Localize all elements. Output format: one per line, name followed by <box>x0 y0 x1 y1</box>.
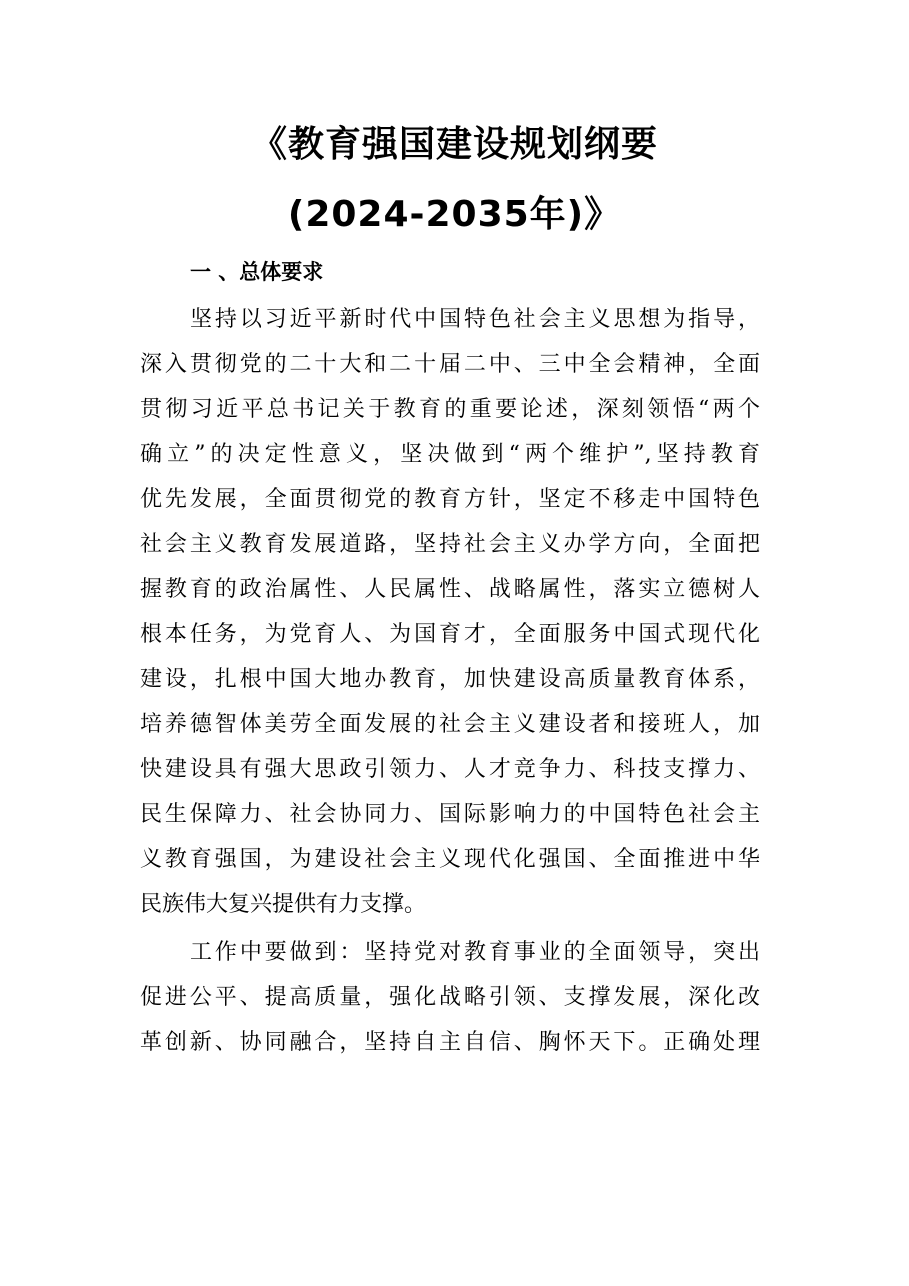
paragraph-line: 握教育的政治属性、人民属性、战略属性，落实立德树人 <box>140 577 760 602</box>
paragraph-line: 义教育强国，为建设社会主义现代化强国、全面推进中华 <box>140 847 760 872</box>
paragraph-line: 确立”的决定性意义，坚决做到“两个维护”,坚持教育 <box>140 442 760 467</box>
paragraph-line: 社会主义教育发展道路，坚持社会主义办学方向，全面把 <box>140 532 760 557</box>
paragraph-line: 根本任务，为党育人、为国育才，全面服务中国式现代化 <box>140 622 760 647</box>
paragraph-line: 优先发展，全面贯彻党的教育方针，坚定不移走中国特色 <box>140 487 760 512</box>
paragraph-line: 培养德智体美劳全面发展的社会主义建设者和接班人，加 <box>140 712 760 737</box>
section-heading: 一 、总体要求 <box>190 260 324 284</box>
paragraph-line: 深入贯彻党的二十大和二十届二中、三中全会精神，全面 <box>140 352 760 377</box>
paragraph-line: 工作中要做到：坚持党对教育事业的全面领导，突出 <box>190 940 760 965</box>
paragraph-line: 革创新、协同融合，坚持自主自信、胸怀天下。正确处理 <box>140 1030 760 1055</box>
paragraph-line: 建设，扎根中国大地办教育，加快建设高质量教育体系， <box>140 667 760 692</box>
paragraph-line: 民族伟大复兴提供有力支撑。 <box>140 892 427 917</box>
paragraph-line: 贯彻习近平总书记关于教育的重要论述，深刻领悟“两个 <box>140 397 760 422</box>
paragraph-line: 快建设具有强大思政引领力、人才竞争力、科技支撑力、 <box>140 757 760 782</box>
paragraph-line: 民生保障力、社会协同力、国际影响力的中国特色社会主 <box>140 802 760 827</box>
paragraph-line: 促进公平、提高质量，强化战略引领、支撑发展，深化改 <box>140 985 760 1010</box>
paragraph-line: 坚持以习近平新时代中国特色社会主义思想为指导， <box>190 307 760 332</box>
document-title-line-2: (2024-2035年)》 <box>287 194 622 235</box>
document-title-line-1: 《教育强国建设规划纲要 <box>250 124 658 165</box>
